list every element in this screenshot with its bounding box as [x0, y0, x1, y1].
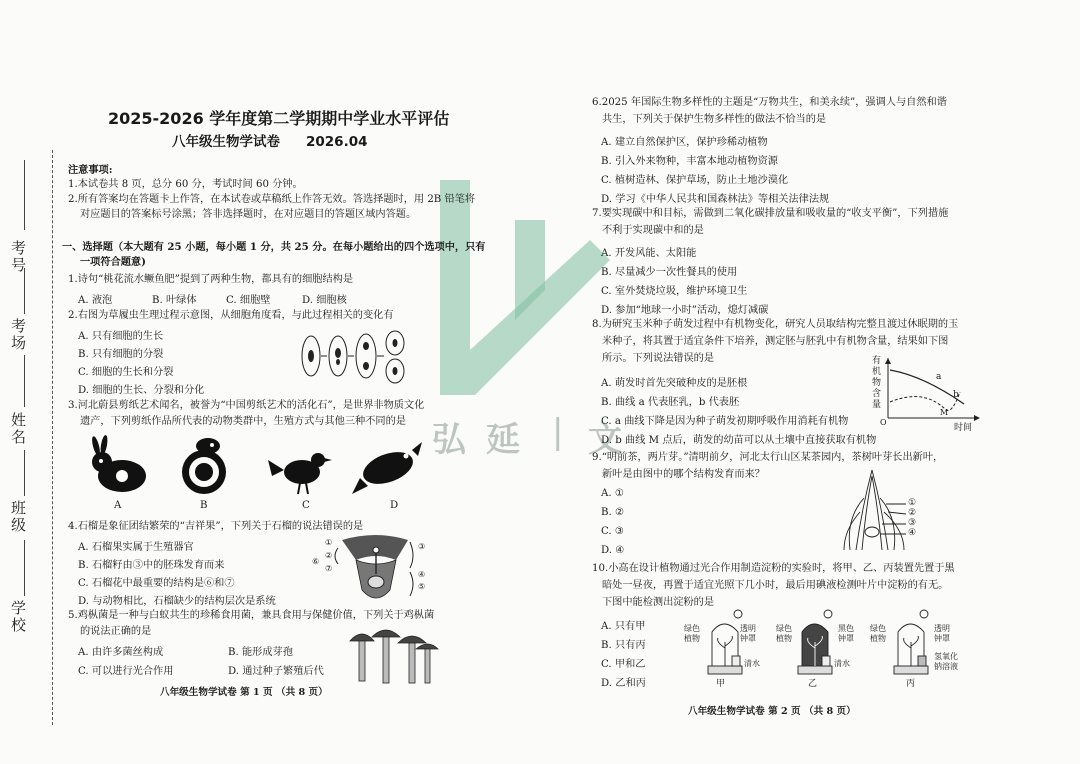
- figure-label: ③: [418, 542, 426, 551]
- option: D. 细胞的生长、分裂和分化: [78, 385, 205, 396]
- option: D. 乙和丙: [601, 678, 646, 689]
- question-stem: 的说法正确的是: [80, 626, 152, 637]
- option: D. 细胞核: [302, 295, 347, 306]
- figure-label: ⑦: [325, 564, 333, 573]
- exam-subtitle: [172, 130, 368, 150]
- figure-label: ⑤: [418, 582, 426, 591]
- option: D. ④: [601, 545, 625, 556]
- option: D. 参加“地球一小时”活动，熄灯减碳: [601, 305, 769, 316]
- question-stem: 8.为研究玉米种子萌发过程中有机物变化，研究人员取结构完整且渡过休眠期的玉: [592, 319, 959, 330]
- apparatus-label: 绿色植物: [870, 624, 886, 643]
- figure-label: ④: [908, 528, 917, 538]
- watermark-char: |: [552, 412, 564, 452]
- watermark-logo: [420, 180, 620, 410]
- setup-label-jia: 甲: [716, 679, 726, 689]
- figure-label: ①: [325, 538, 333, 547]
- question-stem: 遗产，下列剪纸作品所代表的动物类群中，生殖方式与其他三种不同的是: [80, 416, 406, 427]
- figure-label: ④: [418, 570, 426, 579]
- option: B: [200, 500, 208, 511]
- question-stem: 1.诗句“桃花流水鳜鱼肥”提到了两种生物，都具有的细胞结构是: [68, 274, 354, 285]
- mushroom-figure: [348, 625, 438, 687]
- graph-y-label: [872, 356, 882, 411]
- question-stem: 2.右图为草履虫生理过程示意图，从细胞角度看，与此过程相关的变化有: [68, 310, 394, 321]
- rabbit-papercut-figure: [88, 440, 152, 496]
- page-footer: 八年级生物学试卷 第 2 页 （共 8 页）: [688, 706, 856, 717]
- option: A. 由许多菌丝构成: [78, 647, 164, 658]
- option: C. 室外焚烧垃圾，维护环境卫生: [601, 286, 748, 297]
- question-stem: 3.河北蔚县剪纸艺术闻名，被誉为“中国剪纸艺术的活化石”，是世界非物质文化: [68, 400, 425, 411]
- option: D. 通过种子繁殖后代: [228, 666, 324, 677]
- option: A: [114, 500, 122, 511]
- binding-underline: [24, 268, 25, 314]
- question-stem: 10.小高在设计植物通过光合作用制造淀粉的实验时，将甲、乙、丙装置先置于黑: [592, 563, 955, 574]
- figure-label: ⑥: [312, 557, 320, 566]
- option: B. 能形成芽孢: [228, 647, 293, 658]
- question-stem: 米种子，将其置于适宜条件下培养，测定胚与胚乳中有机物含量，结果如下图: [602, 336, 949, 347]
- option: C. a 曲线下降是因为种子萌发初期呼吸作用消耗有机物: [601, 416, 849, 427]
- paramecium-figure: [298, 328, 410, 388]
- graph-y-label-char: 机: [872, 367, 882, 377]
- question-stem: 共生，下列关于保护生物多样性的做法不恰当的是: [602, 114, 827, 125]
- option: A. ①: [601, 488, 624, 499]
- option: C. 甲和乙: [601, 659, 646, 670]
- apparatus-label: 清水: [834, 659, 850, 668]
- apparatus-label: 黑色钟罩: [838, 624, 854, 643]
- watermark-char: 弘: [432, 420, 466, 460]
- notes-heading: 注意事项:: [68, 164, 113, 176]
- exam-date: 2026.04: [306, 134, 368, 150]
- figure-label: ②: [325, 551, 333, 560]
- option: D. 与动物相比，石榴缺少的结构层次是系统: [78, 596, 276, 607]
- exam-subject: 八年级生物学试卷: [172, 134, 280, 150]
- binding-label-name: 姓名: [9, 412, 27, 446]
- graph-y-label-char: 量: [872, 400, 882, 410]
- option: A. 建立自然保护区，保护珍稀动植物: [601, 137, 768, 148]
- notes-line: 2.所有答案均在答题卡上作答，在本试卷或草稿纸上作答无效。答选择题时，用 2B 铅笔将: [68, 194, 476, 205]
- option: C. 可以进行光合作用: [78, 666, 174, 677]
- fish-papercut-figure: [352, 442, 422, 494]
- exam-title: 2025-2026 学年度第二学期期中学业水平评估: [108, 109, 450, 128]
- binding-label-exam-room: 考场: [9, 318, 27, 352]
- section-heading: 一、选择题（本大题有 25 小题，每小题 1 分，共 25 分。在每小题给出的四个选项中，只有: [62, 241, 486, 253]
- leaf-bud-figure: [842, 468, 908, 552]
- option: C. 细胞壁: [226, 295, 271, 306]
- binding-underline: [24, 450, 25, 496]
- binding-label-school: 学校: [9, 600, 27, 634]
- option: C: [302, 500, 310, 511]
- organic-matter-graph: [884, 358, 980, 424]
- option: C. 细胞的生长和分裂: [78, 367, 174, 378]
- option: A. 石榴果实属于生殖器官: [78, 542, 194, 553]
- graph-x-label: 时间: [954, 423, 973, 433]
- binding-underline: [24, 355, 25, 407]
- graph-y-label-char: 含: [872, 389, 882, 399]
- option: C. ③: [601, 526, 625, 537]
- option: D: [390, 500, 399, 511]
- page-footer: 八年级生物学试卷 第 1 页 （共 8 页）: [160, 687, 328, 698]
- question-stem: 不利于实现碳中和的是: [602, 225, 704, 236]
- origin-label: O: [880, 418, 887, 427]
- watermark-char: 文: [588, 420, 622, 460]
- apparatus-label: 绿色植物: [684, 624, 700, 643]
- binding-underline: [24, 160, 25, 230]
- option: B. 石榴籽由③中的胚珠发育而来: [78, 560, 225, 571]
- option: C. 石榴花中最重要的结构是⑥和⑦: [78, 578, 235, 589]
- notes-line: 1.本试卷共 8 页，总分 60 分，考试时间 60 分钟。: [68, 179, 303, 190]
- graph-y-label-char: 物: [872, 378, 882, 388]
- apparatus-label: 透明钟罩: [934, 624, 950, 643]
- apparatus-label: 透明钟罩: [740, 624, 756, 643]
- question-stem: 7.要实现碳中和目标，需做到二氧化碳排放量和吸收量的“收支平衡”，下列措施: [592, 208, 949, 219]
- question-stem: 4.石榴是象征团结繁荣的“吉祥果”，下列关于石榴的说法错误的是: [68, 521, 364, 532]
- figure-label: ②: [908, 508, 917, 518]
- bird-papercut-figure: [268, 446, 332, 496]
- option: D. b 曲线 M 点后，萌发的幼苗可以从土壤中直接获取有机物: [601, 435, 877, 446]
- watermark-char: 延: [486, 420, 520, 460]
- notes-line: 对应题目的答案标号涂黑；答非选择题时，在对应题目的答题区域内答题。: [80, 209, 417, 220]
- apparatus-label: 绿色植物: [776, 624, 792, 643]
- binding-dashed-line: [52, 150, 53, 725]
- question-stem: 暗处一昼夜，再置于适宜光照下几小时，最后用碘液检测叶片中淀粉的有无。: [602, 580, 949, 591]
- option: A. 只有甲: [601, 621, 646, 632]
- curve-label-a: a: [936, 372, 942, 382]
- question-stem: 所示。下列说法错误的是: [602, 353, 715, 364]
- question-stem: 新叶是由图中的哪个结构发育而来？: [602, 469, 765, 480]
- figure-label: ①: [908, 498, 917, 508]
- section-heading: 一项符合题意): [80, 256, 146, 268]
- setup-label-yi: 乙: [808, 679, 818, 689]
- question-stem: 5.鸡枞菌是一种与白蚁共生的珍稀食用菌，兼具食用与保健价值，下列关于鸡枞菌: [68, 610, 435, 621]
- option: B. 曲线 a 代表胚乳，b 代表胚: [601, 397, 740, 408]
- option: D. 学习《中华人民共和国森林法》等相关法律法规: [601, 194, 830, 205]
- option: B. 只有丙: [601, 640, 646, 651]
- question-stem: 9.“明前茶，两片芽。”清明前夕，河北太行山区某茶园内，茶树叶芽长出新叶，: [592, 452, 944, 463]
- option: B. ②: [601, 507, 625, 518]
- question-stem: 下图中能检测出淀粉的是: [602, 597, 715, 608]
- figure-label: ③: [908, 518, 917, 528]
- apparatus-label: 氢氧化钠溶液: [934, 652, 958, 671]
- option: B. 引入外来物种，丰富本地动植物资源: [601, 156, 778, 167]
- option: C. 植树造林、保护草场，防止土地沙漠化: [601, 175, 789, 186]
- binding-label-exam-number: 考号: [9, 240, 27, 274]
- option: B. 只有细胞的分裂: [78, 349, 164, 360]
- option: A. 开发风能、太阳能: [601, 248, 697, 259]
- binding-underline: [24, 540, 25, 596]
- option: A. 萌发时首先突破种皮的是胚根: [601, 378, 748, 389]
- option: A. 液泡: [78, 295, 113, 306]
- option: A. 只有细胞的生长: [78, 331, 164, 342]
- option: B. 叶绿体: [152, 295, 197, 306]
- graph-y-label-char: 有: [872, 356, 882, 366]
- snake-papercut-figure: [178, 438, 230, 498]
- curve-label-b: b: [953, 390, 959, 400]
- point-label-m: M: [940, 408, 949, 417]
- setup-label-bing: 丙: [906, 679, 916, 689]
- binding-label-class: 班级: [9, 500, 27, 534]
- apparatus-label: 清水: [744, 659, 760, 668]
- option: B. 尽量减少一次性餐具的使用: [601, 267, 738, 278]
- question-stem: 6.2025 年国际生物多样性的主题是“万物共生，和美永续”，强调人与自然和谐: [592, 97, 947, 108]
